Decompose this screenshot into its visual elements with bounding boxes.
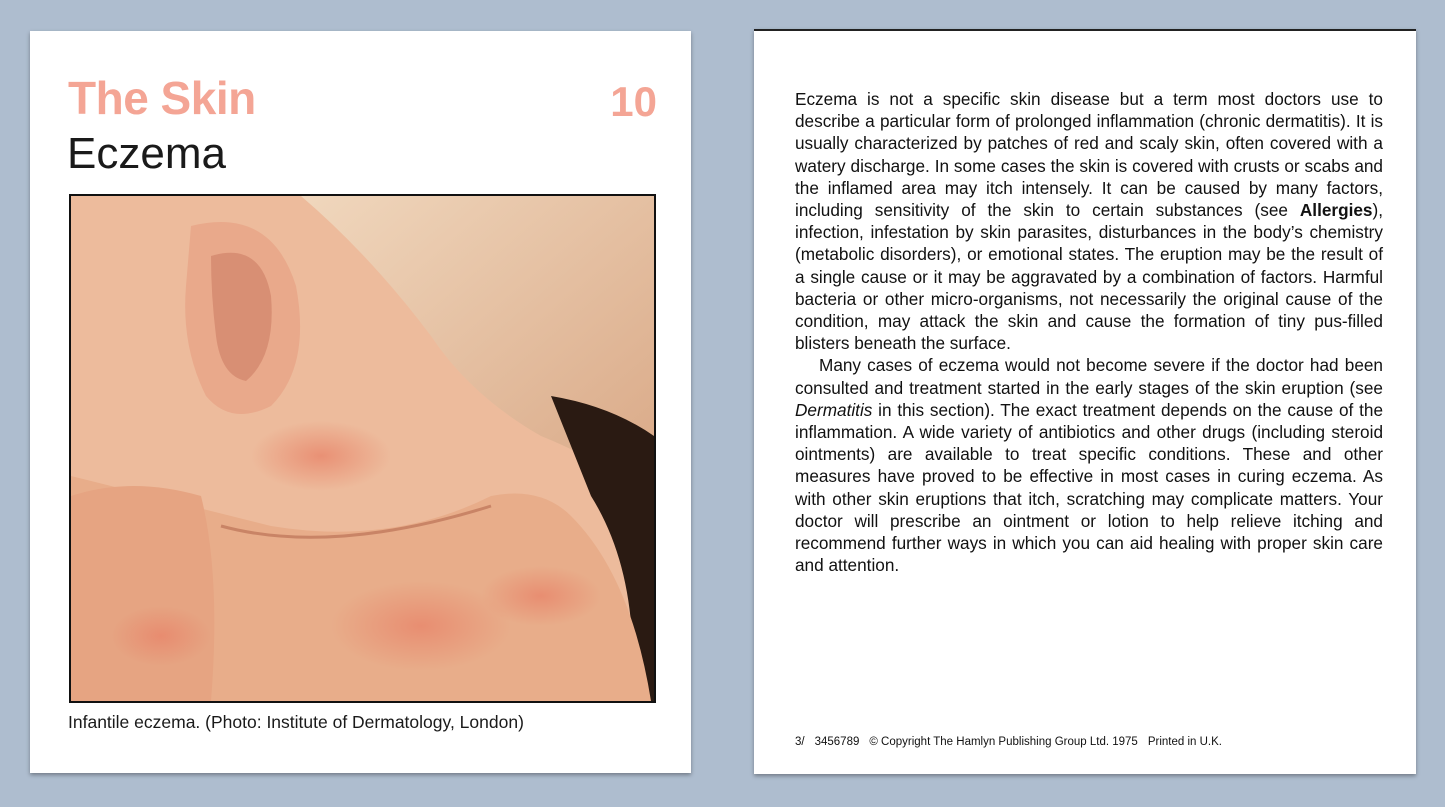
- footer-catalog: 3456789: [814, 736, 860, 748]
- front-card: [30, 31, 691, 773]
- footer-copyright: © Copyright The Hamlyn Publishing Group Ltd. 1975: [869, 736, 1138, 748]
- cross-reference-dermatitis: Dermatitis: [795, 399, 873, 420]
- back-card: [754, 29, 1416, 774]
- footer-printed: Printed in U.K.: [1147, 736, 1222, 748]
- photo-caption: Infantile eczema. (Photo: Institute of Dermatology, London): [68, 712, 524, 732]
- paragraph-1: Eczema is not a specific skin disease but a term most doctors use to describe a particular form of prolonged inflammation (chronic dermatitis). It is usually characterized by patches of red and scaly skin, often covered with a watery discharge. In some cases the skin is covered with crusts or scabs and the inflamed area may itch intensely. It can be caused by many factors, including sensitivity of the skin to certain substances (see Allergies), infection, infestation by skin parasites, disturbances in the body’s chemistry (metabolic disorders), or emotional states. The eruption may be the result of a single cause or it may be aggravated by a combination of factors. Harmful bacteria or other micro-organisms, not necessarily the original cause of the condition, may attack the skin and cause the formation of tiny pus-filled blisters beneath the surface.: [795, 89, 1383, 354]
- cross-reference-allergies: Allergies: [1299, 200, 1373, 221]
- card-title: Eczema: [67, 129, 226, 178]
- paragraph-2: Many cases of eczema would not become severe if the doctor had been consulted and treatment started in the early stages of the skin eruption (see Dermatitis in this section). The exact treatment depends on the cause of the inflammation. A wide variety of antibiotics and other drugs (including steroid ointments) are available to treat specific conditions. These and other measures have proved to be effective in most cases in curing eczema. As with other skin eruptions that itch, scratching may complicate matters. Your doctor will prescribe an ointment or lotion to help relieve itching and recommend further ways in which you can aid healing with proper skin care and attention.: [795, 355, 1383, 576]
- footer-code: 3/: [795, 736, 805, 748]
- series-title: The Skin: [68, 72, 256, 124]
- eczema-photo: [69, 194, 656, 703]
- card-number: 10: [610, 78, 657, 125]
- article-body: [795, 88, 1383, 576]
- copyright-footer: [795, 736, 1232, 748]
